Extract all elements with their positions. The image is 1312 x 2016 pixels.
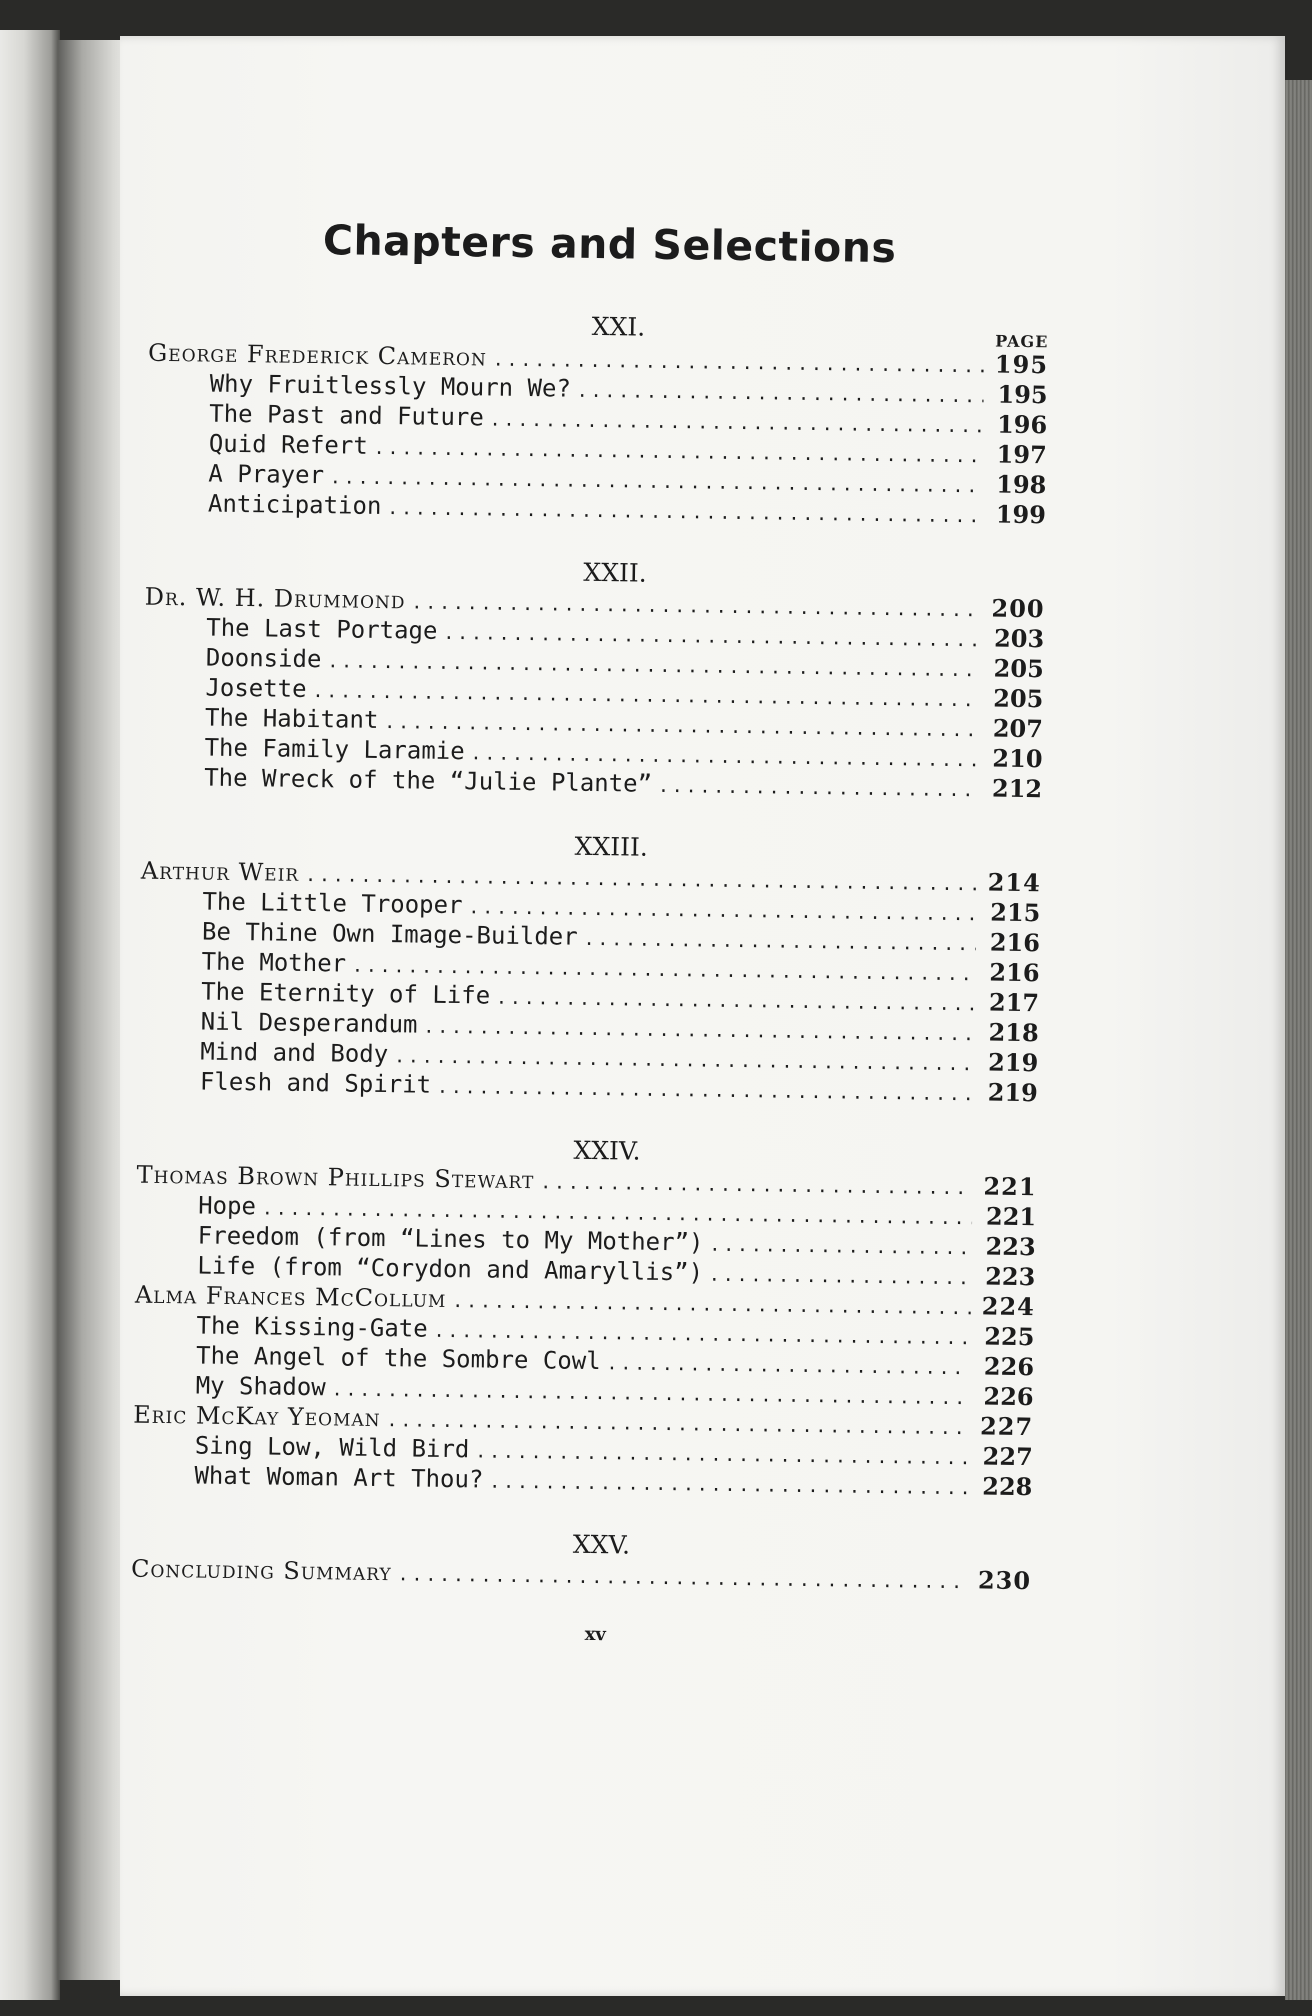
entry-title: The Past and Future: [209, 399, 484, 432]
entry-title: Nil Desperandum: [200, 1007, 418, 1039]
entry-title: The Little Trooper: [202, 887, 463, 920]
table-of-contents: [130, 214, 1050, 1651]
left-page-edge: [0, 30, 60, 2000]
page-number: 227: [979, 1411, 1034, 1442]
page-number: 207: [992, 713, 1044, 744]
dot-leader: [489, 1468, 968, 1505]
page-number: 212: [991, 773, 1043, 804]
entry-title: The Last Portage: [206, 613, 438, 645]
entry-title: George Frederick Cameron: [147, 338, 488, 372]
page-number: 203: [993, 623, 1045, 654]
entry-title: Quid Refert: [208, 429, 368, 460]
page-stack-edge: [1285, 80, 1312, 2000]
dot-leader: [398, 1560, 968, 1598]
page-number: 215: [990, 897, 1041, 928]
entry-title: The Eternity of Life: [200, 977, 491, 1010]
page-number: 197: [996, 439, 1047, 470]
entry-title: Alma Frances McCollum: [134, 1280, 447, 1313]
entry-title: Thomas Brown Phillips Stewart: [136, 1160, 535, 1195]
page-number: 195: [997, 379, 1048, 410]
entry-title: The Wreck of the “Julie Plante”: [203, 763, 653, 798]
page-number: 205: [993, 653, 1044, 684]
entry-title: Hope: [198, 1191, 257, 1221]
entry-title: The Habitant: [204, 703, 379, 734]
page-number: 214: [987, 867, 1041, 898]
entry-title: Sing Low, Wild Bird: [194, 1431, 470, 1464]
page-number: 216: [989, 957, 1040, 988]
entry-title: Why Fruitlessly Mourn We?: [209, 369, 572, 403]
chapter-section: [132, 1130, 1037, 1503]
page-number: 226: [983, 1381, 1034, 1412]
page-number: 216: [989, 927, 1041, 958]
page-number: 198: [996, 469, 1047, 500]
page-number: 226: [983, 1351, 1035, 1382]
entry-title: The Angel of the Sombre Cowl: [195, 1341, 601, 1376]
dot-leader: [709, 1261, 972, 1295]
page-number: 223: [984, 1261, 1036, 1292]
chapter-numeral: XXI.: [591, 311, 646, 342]
page-number: 228: [982, 1471, 1033, 1502]
entry-title: What Woman Art Thou?: [194, 1461, 484, 1494]
page-number: 227: [982, 1441, 1033, 1472]
page-number: 217: [988, 987, 1040, 1018]
entry-title: Freedom (from “Lines to My Mother”): [197, 1221, 704, 1257]
entry-title: Flesh and Spirit: [199, 1067, 432, 1099]
entry-title: My Shadow: [195, 1371, 326, 1402]
chapter-numeral: XXV.: [572, 1529, 631, 1560]
page-number: 196: [996, 409, 1048, 440]
entry-title: The Family Laramie: [204, 733, 465, 766]
page-number: 223: [985, 1231, 1036, 1262]
sections-container: [131, 306, 1049, 1596]
entry-title: Arthur Weir: [140, 856, 300, 887]
chapter-numeral: XXIV.: [573, 1135, 641, 1166]
dot-leader: [709, 1231, 972, 1265]
page-number: 230: [977, 1565, 1032, 1596]
page-folio: xv: [584, 1623, 606, 1646]
page-number: 225: [984, 1321, 1035, 1352]
page-number: 195: [994, 349, 1049, 380]
dot-leader: [658, 772, 978, 806]
page-number: 219: [987, 1077, 1039, 1108]
chapter-numeral: XXII.: [583, 557, 647, 588]
entry-title: The Mother: [201, 947, 347, 978]
entry-title: Mind and Body: [200, 1037, 389, 1069]
page-number: 221: [985, 1201, 1037, 1232]
entry-title: Josette: [205, 673, 307, 703]
entry-title: Anticipation: [207, 489, 382, 520]
entry-title: Concluding Summary: [130, 1554, 392, 1587]
entry-title: Dr. W. H. Drummond: [144, 582, 406, 615]
page-number: 221: [983, 1171, 1037, 1202]
entry-title: Eric McKay Yeoman: [133, 1400, 381, 1433]
entry-title: A Prayer: [208, 459, 325, 490]
page-number: 205: [993, 683, 1044, 714]
page-number: 200: [991, 593, 1045, 624]
page-number: 219: [987, 1047, 1039, 1078]
page-number: 224: [981, 1291, 1036, 1322]
page-title: Chapters and Selections: [322, 216, 897, 273]
page-column-heading: PAGE: [995, 331, 1049, 352]
chapter-section: [138, 826, 1042, 1109]
entry-title: Doonside: [205, 643, 322, 674]
entry-title: Life (from “Corydon and Amaryllis”): [197, 1251, 704, 1287]
chapter-section: [142, 552, 1045, 805]
dot-leader: [437, 1073, 974, 1110]
entry-title: Be Thine Own Image-Builder: [201, 917, 578, 951]
chapter-section: [146, 306, 1049, 531]
page-number: 199: [995, 499, 1047, 530]
chapter-numeral: XXIII.: [574, 831, 649, 862]
chapter-section: [131, 1524, 1032, 1597]
page-number: 210: [992, 743, 1043, 774]
entry-title: The Kissing-Gate: [196, 1311, 428, 1343]
page-number: 218: [988, 1017, 1039, 1048]
